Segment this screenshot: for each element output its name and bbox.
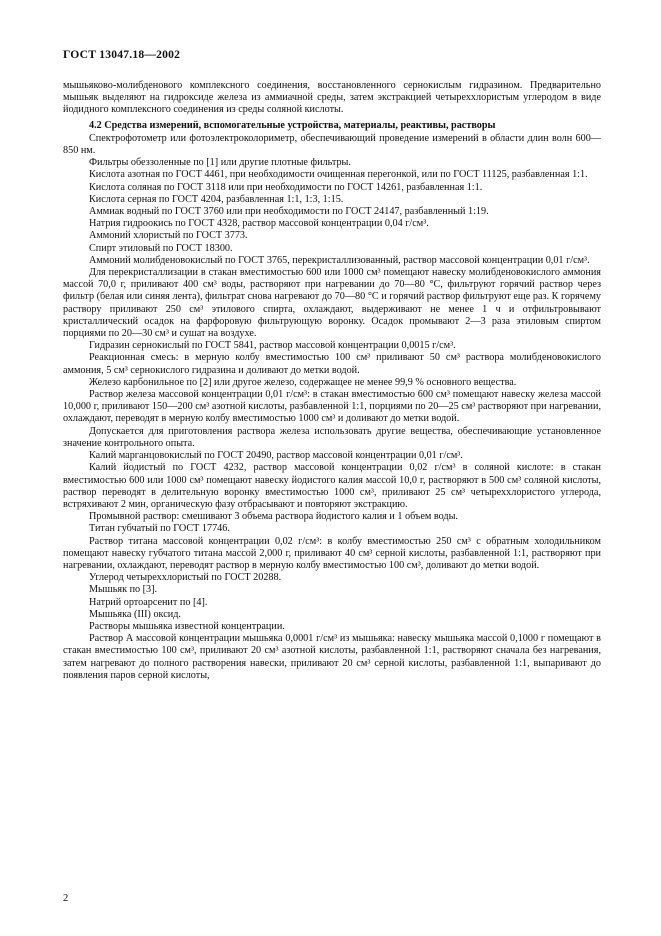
body-paragraph: Раствор А массовой концентрации мышьяка 0,0001 г/см³ из мышьяка: навеску мышьяка массой 0,1000 г помещают в стакан вместимостью 100 см³, приливают 20 см³ азотной кислоты, разбавленной 1:1, растворяют сначала без нагревания, затем нагревают до полного растворения навески, приливают 20 см³ серной кислоты, разбавленной 1:1, выпаривают до появления паров серной кислоты,: [63, 633, 601, 681]
body-paragraph: Натрий ортоарсенит по [4].: [89, 596, 208, 608]
body-paragraph: Титан губчатый по ГОСТ 17746.: [89, 523, 230, 535]
body-paragraph: Для перекристаллизации в стакан вместимостью 600 или 1000 см³ помещают навеску молибденовокислого аммония массой 70,0 г, приливают 400 см³ воды, растворяют при нагревании до 70—80 °С, фильтруют горячий раствор через фильтр (белая или синяя лента), фильтрат снова нагревают до 70—80 °С и горячий раствор фильтруют еще раз. К горячему раствору приливают 250 см³ этилового спирта, охлаждают, выдерживают не менее 1 ч и отфильтровывают кристаллический осадок на фарфоровую фильтрующую воронку. Осадок промывают 2—3 раза этиловым спиртом порциями по 20—30 см³ и сушат на воздухе.: [63, 267, 601, 340]
body-paragraph: Реакционная смесь: в мерную колбу вместимостью 100 см³ приливают 50 см³ раствора молибденовокислого аммония, 5 см³ сернокислого гидразина и доливают до метки водой.: [63, 352, 601, 376]
body-paragraph: Кислота серная по ГОСТ 4204, разбавленная 1:1, 1:3, 1:15.: [89, 193, 344, 205]
body-paragraph: Мышьяк по [3].: [89, 584, 158, 596]
body-paragraph: Аммоний хлористый по ГОСТ 3773.: [89, 230, 248, 242]
body-paragraph: Спектрофотометр или фотоэлектроколориметр, обеспечивающий проведение измерений в области длин волн 600—850 нм.: [63, 132, 601, 157]
body-paragraph: Кислота соляная по ГОСТ 3118 или при необходимости по ГОСТ 14261, разбавленная 1:1.: [89, 181, 483, 193]
body-paragraph: Промывной раствор: смешивают 3 объема раствора йодистого калия и 1 объем воды.: [89, 511, 458, 523]
body-paragraph: Натрия гидроокись по ГОСТ 4328, раствор массовой концентрации 0,04 г/см³.: [89, 218, 429, 230]
body-paragraph: мышьяково-молибденового комплексного соединения, восстановленного сернокислым гидразином. Предварительно мышьяк выделяют на гидроксиде железа из аммиачной среды, затем экстракцией четыреххлористым углеродом в виде йодидного комплексного соединения из среды соляной кислоты.: [63, 80, 601, 116]
body-paragraph: Растворы мышьяка известной концентрации.: [89, 620, 285, 632]
section-heading: 4.2 Средства измерений, вспомогательные устройства, материалы, реактивы, растворы: [89, 119, 496, 131]
body-paragraph: Калий йодистый по ГОСТ 4232, раствор массовой концентрации 0,02 г/см³ в соляной кислоте: в стакан вместимостью 600 или 1000 см³ помещают навеску йодистого калия массой 10,0 г, растворяют в 500 см³ соляной кислоты, раствор переводят в делительную воронку вместимостью 1000 см³, приливают 25 см³ четыреххлористого углерода, встряхивают 2 мин, органическую фазу отбрасывают и повторяют экстракцию.: [63, 462, 601, 510]
body-paragraph: Железо карбонильное по [2] или другое железо, содержащее не менее 99,9 % основного вещества.: [89, 376, 517, 388]
body-paragraph: Углерод четыреххлористый по ГОСТ 20288.: [89, 572, 282, 584]
body-paragraph: Спирт этиловый по ГОСТ 18300.: [89, 242, 233, 254]
body-paragraph: Аммиак водный по ГОСТ 3760 или при необходимости по ГОСТ 24147, разбавленный 1:19.: [89, 206, 489, 218]
body-paragraph: Аммоний молибденовокислый по ГОСТ 3765, перекристаллизованный, раствор массовой концентрации 0,01 г/см³.: [89, 254, 590, 266]
body-paragraph: Гидразин сернокислый по ГОСТ 5841, раствор массовой концентрации 0,0015 г/см³.: [89, 340, 456, 352]
body-paragraph: Допускается для приготовления раствора железа использовать другие вещества, обеспечивающие установленное значение контрольного опыта.: [63, 425, 601, 449]
standard-header: ГОСТ 13047.18—2002: [63, 48, 181, 61]
page-number: 2: [63, 893, 69, 904]
body-paragraph: Кислота азотная по ГОСТ 4461, при необходимости очищенная перегонкой, или по ГОСТ 11125, разбавленная 1:1.: [89, 169, 588, 181]
body-paragraph: Мышьяка (III) оксид.: [89, 608, 181, 620]
body-paragraph: Калий марганцовокислый по ГОСТ 20490, раствор массовой концентрации 0,01 г/см³.: [89, 450, 463, 462]
body-paragraph: Фильтры обеззоленные по [1] или другие плотные фильтры.: [89, 157, 351, 169]
document-body: [63, 80, 601, 682]
body-paragraph: Раствор железа массовой концентрации 0,01 г/см³: в стакан вместимостью 600 см³ помещают навеску железа массой 10,000 г, приливают 150—200 см³ азотной кислоты, разбавленной 1:1, порциями по 20—25 см³ растворяют при нагревании, охлаждают, переводят в мерную колбу вместимостью 1000 см³ и доливают до метки водой.: [63, 389, 601, 425]
body-paragraph: Раствор титана массовой концентрации 0,02 г/см³: в колбу вместимостью 250 см³ с обратным холодильником помещают навеску губчатого титана массой 2,000 г, приливают 40 см³ серной кислоты, разбавленной 1:1, растворяют при нагревании, охлаждают, переводят раствор в мерную колбу вместимостью 100 см³, доливают до метки водой.: [63, 535, 601, 571]
